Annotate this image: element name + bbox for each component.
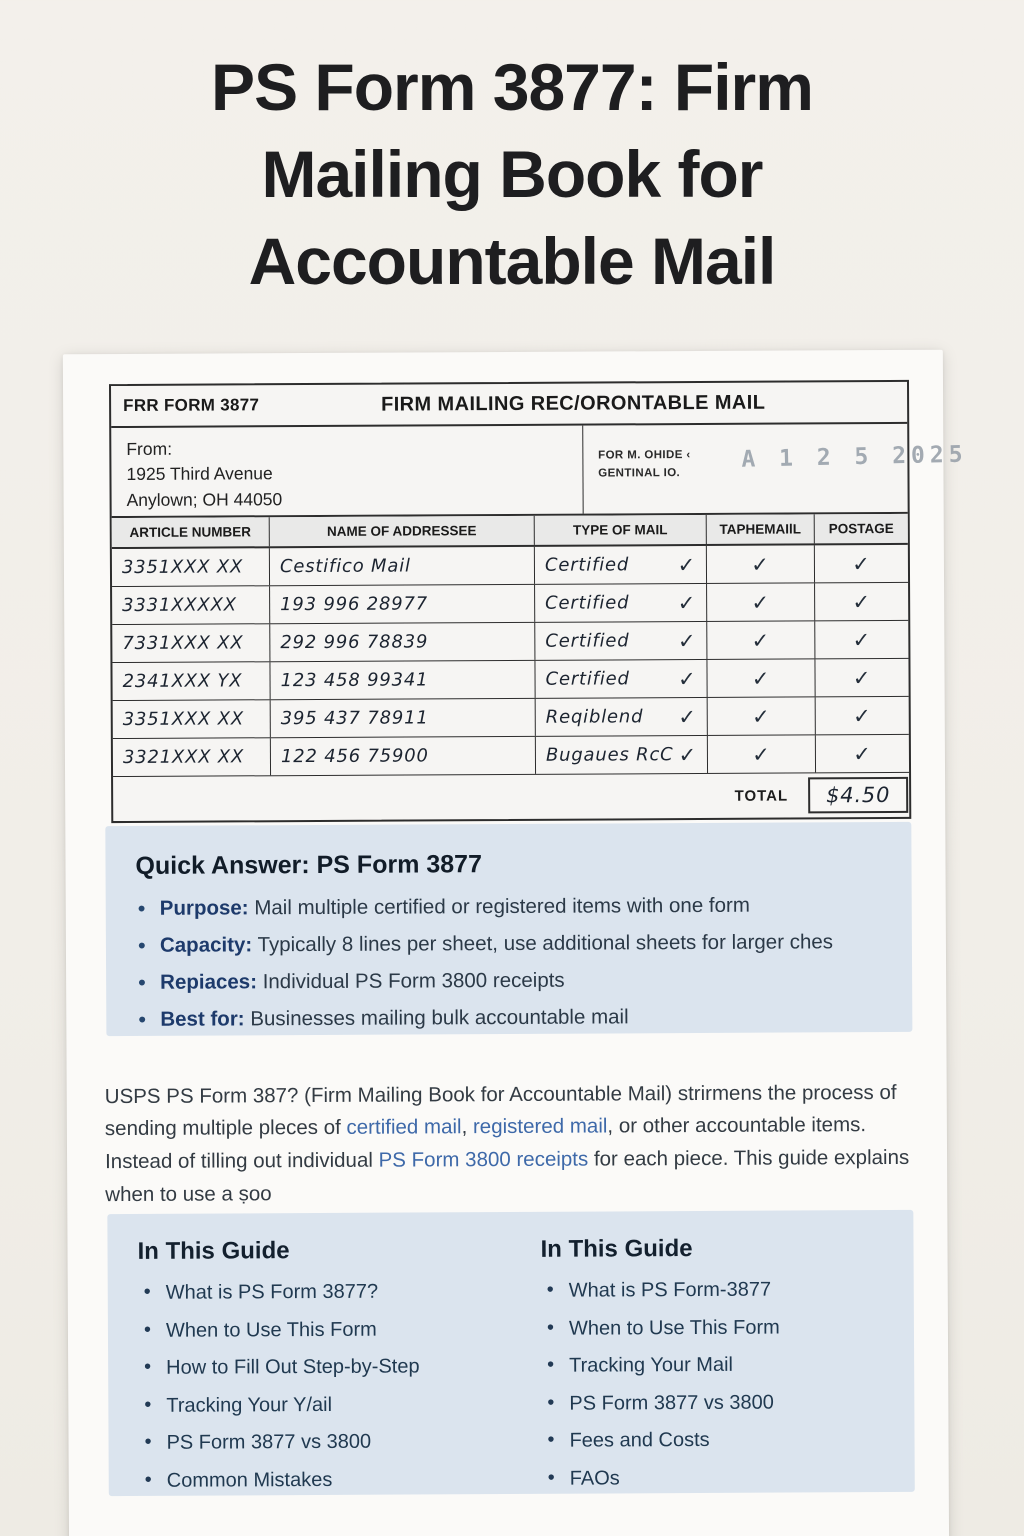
checkmark-icon: ✓ [852, 589, 871, 614]
type-cell: Certified ✓ [535, 622, 707, 660]
list-item: • Repiaces: Individual PS Form 3800 receipts [138, 967, 886, 995]
guide-item-3877-vs-3800[interactable]: • PS Form 3877 vs 3800 [545, 1390, 904, 1415]
article-cell: 3351XXX XX [113, 700, 271, 738]
table-row [113, 697, 909, 739]
checkmark-icon: ✓ [751, 704, 771, 729]
addressee-cell: 395 437 78911 [271, 699, 536, 737]
checkmark-icon: ✓ [751, 628, 771, 653]
handling-cell [708, 697, 816, 735]
form-from-row [111, 424, 968, 518]
column-header-postage: POSTAGE [828, 520, 894, 537]
column-header-type-of-mail: TYPE OF MAIL [535, 515, 707, 545]
addressee-cell: Cestifico Mail [270, 547, 535, 585]
type-cell: Reqiblend ✓ [536, 698, 708, 736]
total-amount: $4.50 [826, 782, 891, 808]
page-title-line-2: Mailing Book for [261, 137, 763, 212]
guide-heading: In This Guide [540, 1235, 693, 1263]
total-label: TOTAL [734, 787, 789, 805]
checkmark-icon: ✓ [751, 552, 770, 577]
page-title-line-1: PS Form 3877: Firm [211, 50, 813, 124]
type-cell: Bugaues RcC ✓ [536, 736, 708, 774]
postage-cell [815, 583, 908, 620]
guide-item-what-is[interactable]: • What is PS Form-3877 [545, 1278, 904, 1303]
handling-cell [707, 621, 815, 659]
checkmark-icon: ✓ [853, 741, 872, 766]
addressee-cell: 292 996 78839 [270, 623, 535, 661]
postage-cell [815, 545, 908, 582]
checkmark-icon: ✓ [751, 666, 771, 691]
article-cell: 7331XXX XX [112, 624, 270, 662]
postage-cell [815, 621, 908, 658]
checkmark-icon: ✓ [852, 627, 872, 652]
quick-answer-panel [105, 822, 912, 1036]
checkmark-icon: ✓ [852, 551, 871, 576]
type-cell: Certified ✓ [535, 584, 707, 622]
table-row [112, 583, 908, 625]
checkmark-icon: ✓ [678, 704, 697, 729]
postage-cell [816, 697, 909, 734]
handling-cell [707, 659, 815, 697]
type-cell: Certified ✓ [535, 660, 707, 698]
page-title-line-3: Accountable Mail [248, 224, 776, 299]
checkmark-icon: ✓ [677, 590, 697, 615]
form-id: FRR FORM 3877 [123, 395, 260, 415]
addressee-cell: 123 458 99341 [270, 661, 535, 699]
list-item: • Purpose: Mail multiple certified or registered items with one form [138, 893, 886, 921]
ps-form-3877 [109, 380, 968, 823]
checkmark-icon: ✓ [752, 742, 771, 767]
handling-cell [707, 545, 815, 583]
column-header-addressee: NAME OF ADDRESSEE [270, 516, 535, 546]
type-cell: Certified ✓ [535, 546, 707, 584]
table-header-row [112, 514, 908, 549]
quick-answer-heading: Quick Answer: PS Form 3877 [135, 850, 483, 880]
from-label: From: [126, 438, 173, 459]
guide-item-3877-vs-3800[interactable]: • PS Form 3877 vs 3800 [142, 1430, 501, 1455]
guide-item-how-to-fill[interactable]: • How to Fill Out Step-by-Step [142, 1355, 501, 1380]
table-row [112, 545, 908, 587]
list-item: • Best for: Businesses mailing bulk accountable mail [138, 1004, 886, 1032]
total-amount-box [808, 777, 908, 814]
list-item: • Capacity: Typically 8 lines per sheet, use additional sheets for larger ches [138, 930, 886, 958]
guide-item-tracking[interactable]: • Tracking Your Y/ail [142, 1393, 501, 1418]
total-row [113, 773, 909, 821]
table-row [112, 621, 908, 663]
checkmark-icon: ✓ [678, 666, 697, 691]
article-cell: 3321XXX XX [113, 738, 271, 776]
addressee-cell: 122 456 75900 [271, 737, 536, 775]
column-header-article-number: ARTICLE NUMBER [112, 517, 270, 547]
page-title [0, 44, 1024, 305]
checkmark-icon: ✓ [852, 703, 872, 728]
handling-cell [707, 583, 815, 621]
quick-answer-list [106, 893, 913, 1032]
article-cell: 3331XXXXX [112, 586, 270, 624]
registered-mail-link[interactable]: registered mail [472, 1114, 608, 1139]
article-cell: 2341XXX YX [112, 662, 270, 700]
guide-item-when-to-use[interactable]: • When to Use This Form [142, 1318, 501, 1343]
table-row [113, 735, 909, 777]
form-title: FIRM MAILING REC/ORONTABLE MAIL [381, 391, 766, 416]
guide-list-left [138, 1280, 512, 1492]
from-address-cell [111, 426, 583, 516]
from-address-line-2: Anylown; OH 44050 [126, 488, 283, 510]
certified-mail-link[interactable]: certified mail [346, 1115, 462, 1140]
document-sheet [63, 350, 968, 1536]
postmark-cell [583, 424, 968, 514]
from-address-line-1: 1925 Third Avenue [126, 463, 273, 485]
checkmark-icon: ✓ [751, 590, 770, 615]
table-row [112, 659, 908, 701]
article-cell: 3351XXX XX [112, 548, 270, 586]
checkmark-icon: ✓ [677, 552, 697, 577]
guide-item-common-mistakes[interactable]: • Common Mistakes [143, 1468, 502, 1493]
column-header-handling: TAPHEMAIlL [707, 514, 815, 544]
checkmark-icon: ✓ [678, 742, 698, 767]
guide-column-right [510, 1234, 914, 1494]
ps-form-3800-link[interactable]: PS Form 3800 receipts [378, 1147, 589, 1172]
guide-item-faqs[interactable]: • FAOs [546, 1465, 905, 1490]
guide-item-when-to-use[interactable]: • When to Use This Form [545, 1315, 904, 1340]
postage-cell [815, 659, 908, 696]
date-stamp: A 1 2 5 2025 [740, 441, 968, 473]
postage-cell [816, 735, 909, 772]
checkmark-icon: ✓ [852, 665, 872, 690]
intro-paragraph: USPS PS Form 387? (Firm Mailing Book for Accountable Mail) strirmens the process of sending multiple pleces of certified mail, registered mail, or other accountable items. Instead of tilling out individual PS Form 3800 receipts for each piece. This guide explains when to use a ṣoo [104, 1080, 910, 1206]
guide-heading: In This Guide [137, 1237, 290, 1265]
guide-item-what-is[interactable]: • What is PS Form 3877? [142, 1280, 501, 1305]
addressee-cell: 193 996 28977 [270, 585, 535, 623]
checkmark-icon: ✓ [677, 628, 697, 653]
handling-cell [708, 735, 816, 773]
guide-item-fees[interactable]: • Fees and Costs [545, 1428, 904, 1453]
guide-list-right [541, 1278, 915, 1490]
form-header [111, 382, 907, 428]
guide-column-left [107, 1236, 511, 1496]
in-this-guide-panel [107, 1210, 914, 1496]
postmark-label: FOR M. OHIDE ‹ GENTINAL IO. [598, 449, 691, 480]
guide-item-tracking[interactable]: • Tracking Your Mail [545, 1353, 904, 1378]
